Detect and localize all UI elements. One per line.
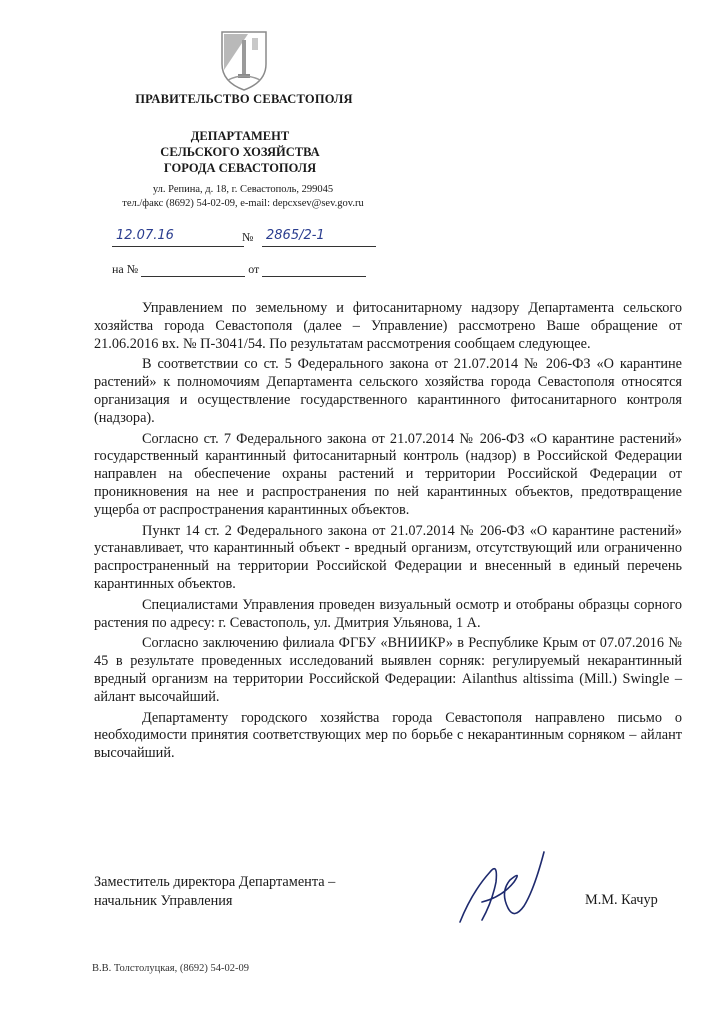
body-paragraph: Департаменту городского хозяйства города Севастополя направлено письмо о необходимости принятия соответствующих мер по борьбе с некарантинным сорняком – айлант высочайший. (94, 709, 682, 762)
body-paragraph: Согласно заключению филиала ФГБУ «ВНИИКР» в Республике Крым от 07.07.2016 № 45 в результате проведенных исследований выявлен сорняк: регулируемый некарантинный вредный организм на территории Российской Федерации: Ailanthus altissima (Mill.) Swingle – айлант высочайший. (94, 635, 682, 705)
reference-number-blank (141, 264, 245, 277)
department-title-line: ДЕПАРТАМЕНТ (190, 129, 290, 143)
body-paragraph: Согласно ст. 7 Федерального закона от 21.07.2014 № 206-ФЗ «О карантине растений» государственный карантинный фитосанитарный контроль (надзор) в Российской Федерации направлен на обеспечение охраны растений и территории Российской Федерации от проникновения на нее и распространения по ней карантинных объектов, предотвращение ущерба от распространения карантинных объектов. (94, 430, 682, 518)
registration-number-label: № (242, 230, 254, 244)
signatory-name: М.М. Качур (585, 892, 658, 908)
department-address (78, 183, 408, 211)
reference-number-label: на № (112, 262, 139, 276)
body-paragraph: В соответствии со ст. 5 Федерального закона от 21.07.2014 № 206-ФЗ «О карантине растений» к полномочиям Департамента сельского хозяйства города Севастополя относятся организация и осуществление государственного карантинного фитосанитарного контроля (надзора). (94, 356, 682, 426)
reference-date-label: от (248, 262, 260, 276)
coat-of-arms-icon (218, 30, 270, 92)
department-title (130, 128, 350, 176)
position-line: начальник Управления (94, 893, 233, 909)
address-line: ул. Репина, д. 18, г. Севастополь, 299045 (152, 184, 334, 195)
reference-row (112, 262, 366, 277)
government-title: ПРАВИТЕЛЬСТВО СЕВАСТОПОЛЯ (135, 92, 353, 106)
department-title-line: СЕЛЬСКОГО ХОЗЯЙСТВА (160, 145, 320, 159)
signatory-position (94, 873, 335, 911)
body-paragraph: Пункт 14 ст. 2 Федерального закона от 21.07.2014 № 206-ФЗ «О карантине растений» устанавливает, что карантинный объект - вредный организм, отсутствующий или ограниченно распространенный на территории Российской Федерации и внесенный в единый перечень карантинных объектов. (94, 522, 682, 592)
handwritten-signature (452, 842, 552, 932)
registration-number: 2865/2-1 (262, 228, 376, 247)
position-line: Заместитель директора Департамента – (94, 874, 336, 890)
body-paragraph: Специалистами Управления проведен визуальный осмотр и отобраны образцы сорного растения по адресу: г. Севастополь, ул. Дмитрия Ульянова, 1 А. (94, 596, 682, 631)
department-title-line: ГОРОДА СЕВАСТОПОЛЯ (163, 161, 317, 175)
contact-line: тел./факс (8692) 54-02-09, e-mail: depcxsev@sev.gov.ru (122, 198, 364, 209)
registration-date: 12.07.16 (112, 228, 244, 247)
reference-date-blank (262, 264, 366, 277)
letter-body (94, 300, 682, 766)
letterhead (92, 92, 392, 107)
body-paragraph: Управлением по земельному и фитосанитарному надзору Департамента сельского хозяйства города Севастополя (далее – Управление) рассмотрено Ваше обращение от 21.06.2016 вх. № П-3041/54. По результатам рассмотрения сообщаем следующее. (94, 300, 682, 352)
executor-info: В.В. Толстолуцкая, (8692) 54-02-09 (92, 963, 249, 974)
